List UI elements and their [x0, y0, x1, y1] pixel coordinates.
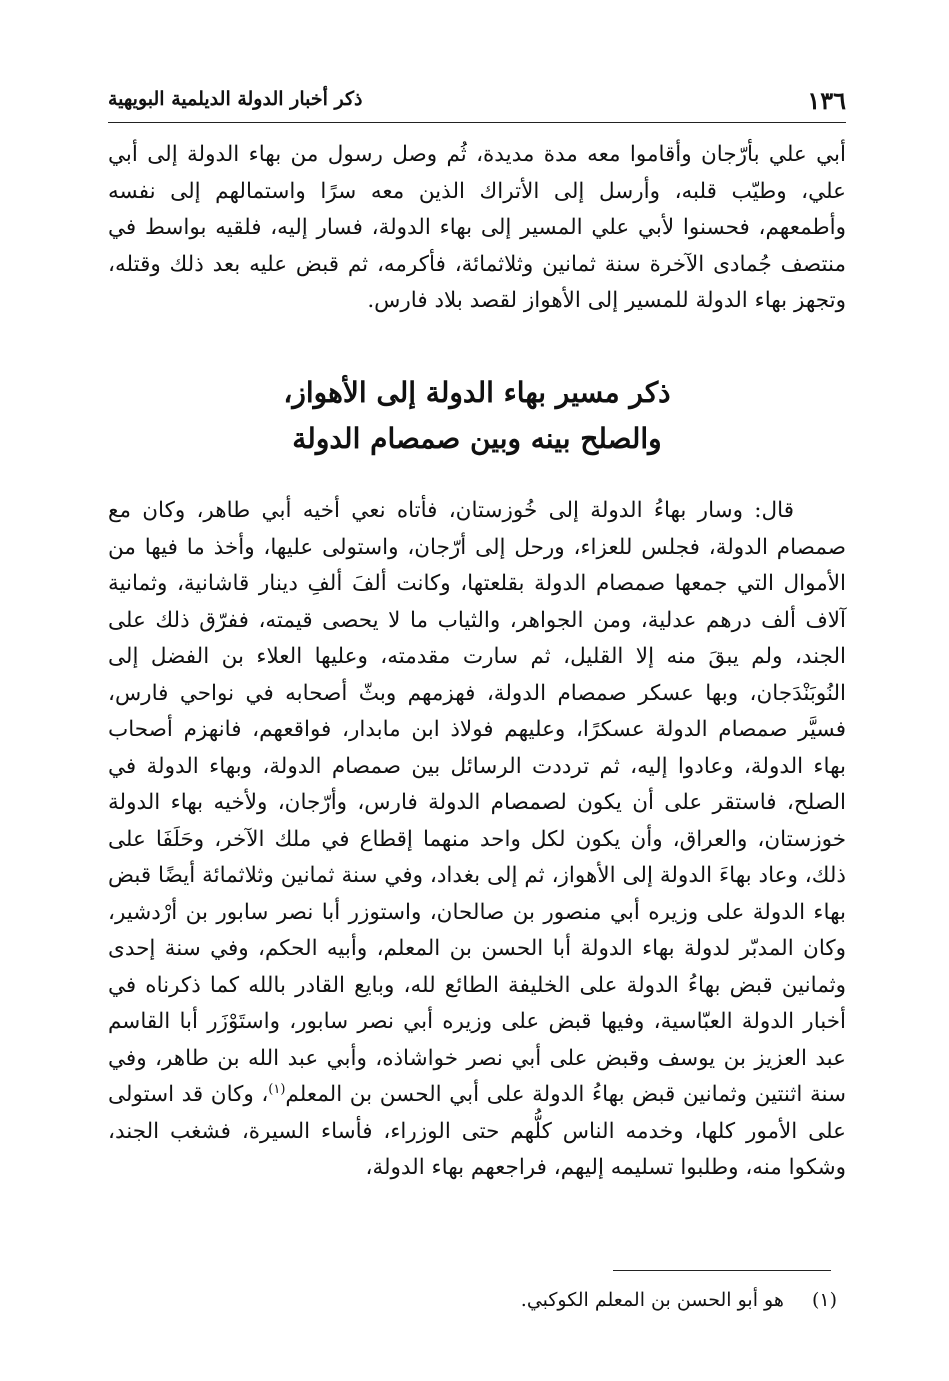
footnote-divider — [613, 1270, 831, 1271]
page-number: ١٣٦ — [807, 86, 846, 115]
body-paragraph — [108, 493, 846, 1187]
footnote-reference[interactable]: (١) — [268, 1081, 286, 1097]
section-heading — [108, 370, 846, 462]
body-text-after-note: ، وكان قد استولى على الأمور كلها، وخدمه الناس كلُّهم حتى الوزراء، فأساء السيرة، فشغب الجند، وشكوا منه، وطلبوا تسليمه إليهم، فراجعهم بهاء الدولة، — [108, 1082, 846, 1180]
running-title: ذكر أخبار الدولة الديلمية البويهية — [108, 88, 363, 110]
body-text-before-note: قال: وسار بهاءُ الدولة إلى خُوزستان، فأتاه نعي أخيه أبي طاهر، وكان مع صمصام الدولة، فجلس للعزاء، ورحل إلى أرّجان، واستولى عليها، وأخذ ما فيها من الأموال التي جمعها صمصام الدولة بقلعتها، وكانت ألفَ ألفِ دينار قاشانية، وثمانية آلاف ألف درهم عدلية، ومن الجواهر، والثياب ما لا يحصى قيمته، ففرّق ذلك على الجند، ولم يبقَ منه إلا القليل، ثم سارت مقدمته، وعليها العلاء بن الفضل إلى النُوبَنْدَجان، وبها عسكر صمصام الدولة، فهزمهم وبثّ أصحابه في نواحي فارس، فسيَّر صمصام الدولة عسكرًا، وعليهم فولاذ ابن مابدار، فواقعهم، فانهزم أصحاب بهاء الدولة، وعادوا إليه، ثم ترددت الرسائل بين صمصام الدولة، وبهاء الدولة في الصلح، فاستقر على أن يكون لصمصام الدولة فارس، وأرّجان، ولأخيه بهاء الدولة خوزستان، والعراق، وأن يكون لكل واحد منهما إقطاع في ملك الآخر، وحَلَفَا على ذلك، وعاد بهاءَ الدولة إلى الأهواز، ثم إلى بغداد، وفي سنة ثمانين وثلاثمائة أيضًا قبض بهاء الدولة على وزيره أبي منصور بن صالحان، واستوزر أبا نصر سابور بن أرْدشير، وكان المدبّر لدولة بهاء الدولة أبا الحسن بن المعلم، وأبيه الحكم، وفي سنة إحدى وثمانين قبض بهاءُ الدولة على الخليفة الطائع لله، وبايع القادر بالله كما ذكرناه في أخبار الدولة العبّاسية، وفيها قبض على وزيره أبي نصر سابور، واستَوْزَر أبا القاسم عبد العزيز بن يوسف وقبض على أبي نصر خواشاذه، وأبي عبد الله بن طاهر، وفي سنة اثنتين وثمانين قبض بهاءُ الدولة على أبي الحسن بن المعلم — [108, 498, 846, 1107]
section-heading-line-1: ذكر مسير بهاء الدولة إلى الأهواز، — [283, 376, 671, 409]
footnote-marker: (١) — [811, 1289, 837, 1311]
intro-paragraph: أبي علي بأرّجان وأقاموا معه مدة مديدة، ثُم وصل رسول من بهاء الدولة إلى أبي علي، وطيّب قلبه، وأرسل إلى الأتراك الذين معه سرًا واستمالهم إلى نفسه وأطمعهم، فحسنوا لأبي علي المسير إلى بهاء الدولة، فسار إليه، فلقيه بواسط في منتصف جُمادى الآخرة سنة ثمانين وثلاثمائة، فأكرمه، ثم قبض عليه بعد ذلك وقتله، وتجهز بهاء الدولة للمسير إلى الأهواز لقصد بلاد فارس. — [108, 142, 846, 313]
page-header — [108, 82, 846, 123]
section-heading-line-2: والصلح بينه وبين صمصام الدولة — [292, 422, 662, 455]
footnote-text: هو أبو الحسن بن المعلم الكوكبي. — [520, 1289, 784, 1311]
footnote — [521, 1286, 837, 1314]
